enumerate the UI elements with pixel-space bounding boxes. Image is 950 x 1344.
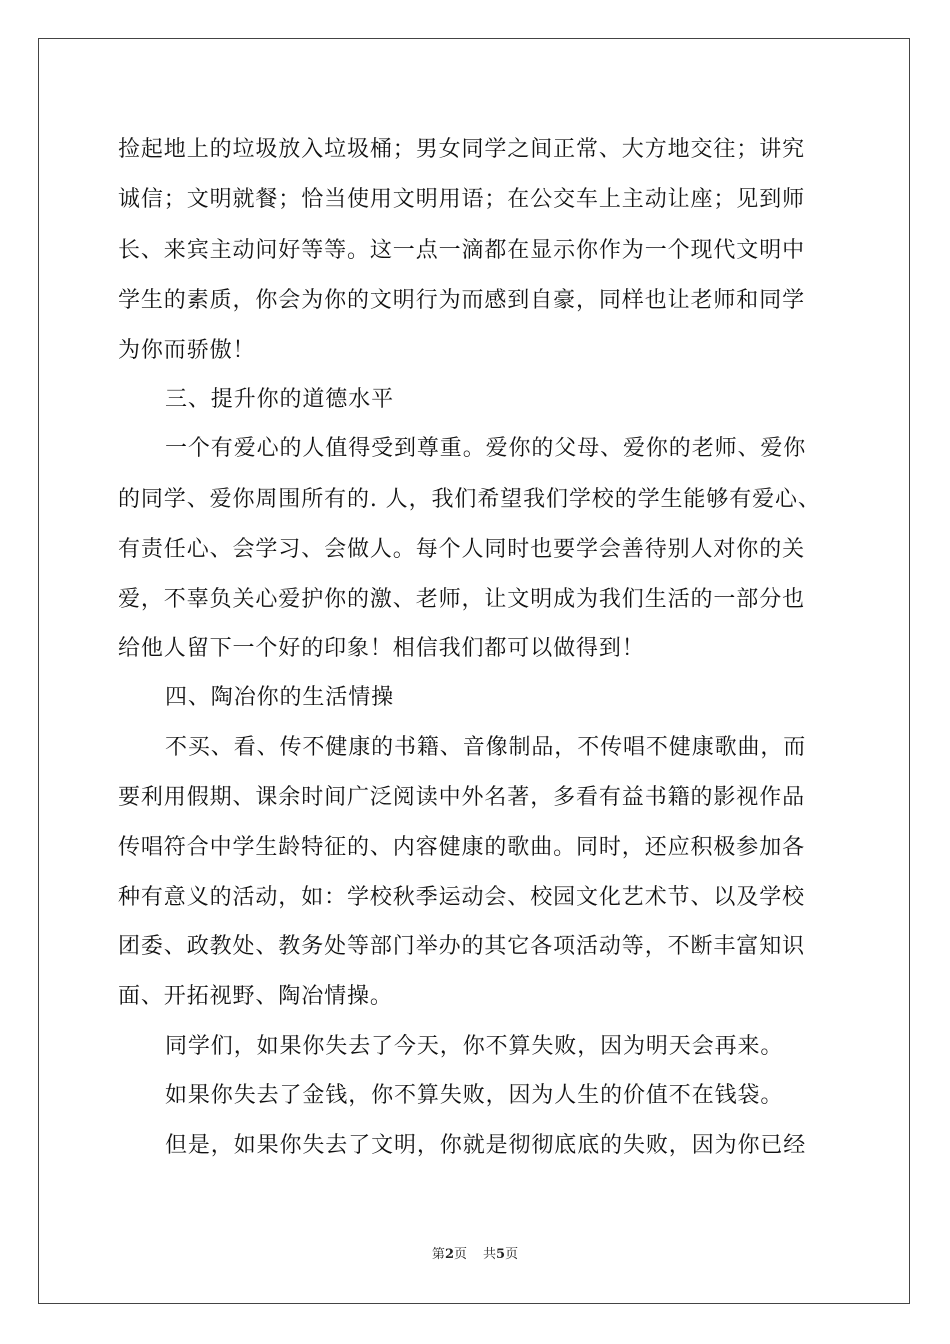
body-text-line: 有责任心、会学习、会做人。每个人同时也要学会善待别人对你的关 [118,537,806,562]
body-text-line: 捡起地上的垃圾放入垃圾桶；男女同学之间正常、大方地交往；讲究 [118,137,806,162]
body-text-line: 长、来宾主动问好等等。这一点一滴都在显示你作为一个现代文明中 [118,238,806,263]
page-footer [0,1246,950,1264]
body-text-line: 给他人留下一个好的印象！相信我们都可以做得到！ [118,636,645,661]
footer-page-prefix: 第 [431,1247,445,1262]
body-text-line: 面、开拓视野、陶冶情操。 [118,984,393,1009]
section-heading-4: 四、陶冶你的生活情操 [165,685,395,710]
page-border [38,38,910,1304]
paragraph-first-line: 如果你失去了金钱，你不算失败，因为人生的价值不在钱袋。 [165,1083,784,1108]
footer-total-suffix: 页 [505,1247,519,1262]
section-heading-3: 三、提升你的道德水平 [165,387,395,412]
footer-page-suffix: 页 [453,1247,467,1262]
body-text-line: 团委、政教处、教务处等部门举办的其它各项活动等，不断丰富知识 [118,934,806,959]
paragraph-first-line: 不买、看、传不健康的书籍、音像制品，不传唱不健康歌曲，而 [165,735,807,760]
paragraph-first-line: 同学们，如果你失去了今天，你不算失败，因为明天会再来。 [165,1034,784,1059]
body-text-line: 传唱符合中学生龄特征的、内容健康的歌曲。同时，还应积极参加各 [118,835,806,860]
body-text-line: 要利用假期、课余时间广泛阅读中外名著，多看有益书籍的影视作品 [118,785,806,810]
body-text-line: 学生的素质，你会为你的文明行为而感到自豪，同样也让老师和同学 [118,288,806,313]
body-text-line: 诚信；文明就餐；恰当使用文明用语；在公交车上主动让座；见到师 [118,187,806,212]
paragraph-first-line: 一个有爱心的人值得受到尊重。爱你的父母、爱你的老师、爱你 [165,436,807,461]
body-text-line: 种有意义的活动，如：学校秋季运动会、校园文化艺术节、以及学校 [118,885,806,910]
body-text-line: 爱，不辜负关心爱护你的激、老师，让文明成为我们生活的一部分也 [118,587,806,612]
paragraph-first-line: 但是，如果你失去了文明，你就是彻彻底底的失败，因为你已经 [165,1133,807,1158]
footer-total-number: 5 [496,1247,506,1262]
footer-page-number: 2 [444,1247,454,1262]
body-text-line: 的同学、爱你周围所有的. 人，我们希望我们学校的学生能够有爱心、 [118,487,821,512]
footer-total-prefix: 共 [483,1247,497,1262]
body-text-line: 为你而骄傲！ [118,338,256,363]
